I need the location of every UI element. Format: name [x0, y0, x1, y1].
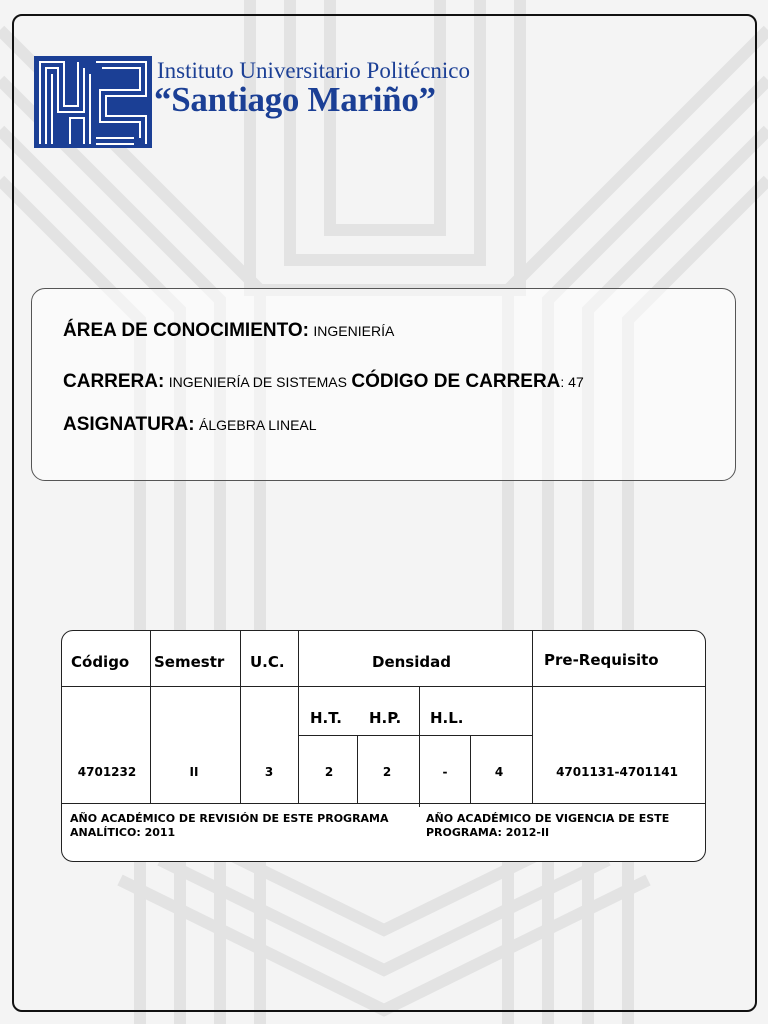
value-hl: -: [428, 765, 462, 779]
ism-logo-icon: [34, 56, 152, 148]
value-codigo: 4701232: [72, 765, 142, 779]
asignatura-label: ASIGNATURA:: [63, 414, 195, 435]
course-table: [61, 630, 706, 862]
institution-name-line2: “Santiago Mariño”: [154, 80, 436, 119]
footer-revision: AÑO ACADÉMICO DE REVISIÓN DE ESTE PROGRAMA ANALÍTICO: 2011: [70, 812, 389, 839]
area-line: [63, 320, 394, 342]
header-hl: H.L.: [430, 709, 464, 727]
header-codigo: Código: [71, 653, 130, 671]
header-ht: H.T.: [310, 709, 342, 727]
carrera-label: CARRERA:: [63, 371, 165, 392]
header-densidad: Densidad: [372, 653, 451, 671]
header-semestre: Semestr: [154, 653, 225, 671]
area-label: ÁREA DE CONOCIMIENTO:: [63, 320, 309, 341]
value-total: 4: [480, 765, 518, 779]
header-prerequisito: Pre-Requisito: [544, 651, 659, 669]
asignatura-line: [63, 414, 317, 436]
program-info-box: [31, 288, 736, 481]
value-hp: 2: [370, 765, 404, 779]
value-semestre: II: [172, 765, 216, 779]
institution-logo: [34, 56, 504, 148]
carrera-line: [63, 371, 584, 393]
carrera-value: INGENIERÍA DE SISTEMAS: [168, 374, 347, 390]
header-uc: U.C.: [250, 653, 285, 671]
asignatura-value: ÁLGEBRA LINEAL: [199, 417, 317, 433]
value-ht: 2: [312, 765, 346, 779]
value-prerequisito: 4701131-4701141: [550, 765, 684, 779]
header-hp: H.P.: [369, 709, 402, 727]
value-uc: 3: [254, 765, 284, 779]
codigo-carrera-value: : 47: [560, 374, 584, 390]
area-value: INGENIERÍA: [313, 323, 395, 339]
codigo-carrera-label: CÓDIGO DE CARRERA: [351, 371, 561, 392]
document-page: [12, 14, 757, 1012]
institution-name-line1: Instituto Universitario Politécnico: [157, 58, 471, 83]
footer-vigencia: AÑO ACADÉMICO DE VIGENCIA DE ESTE PROGRAMA: 2012-II: [426, 812, 670, 839]
